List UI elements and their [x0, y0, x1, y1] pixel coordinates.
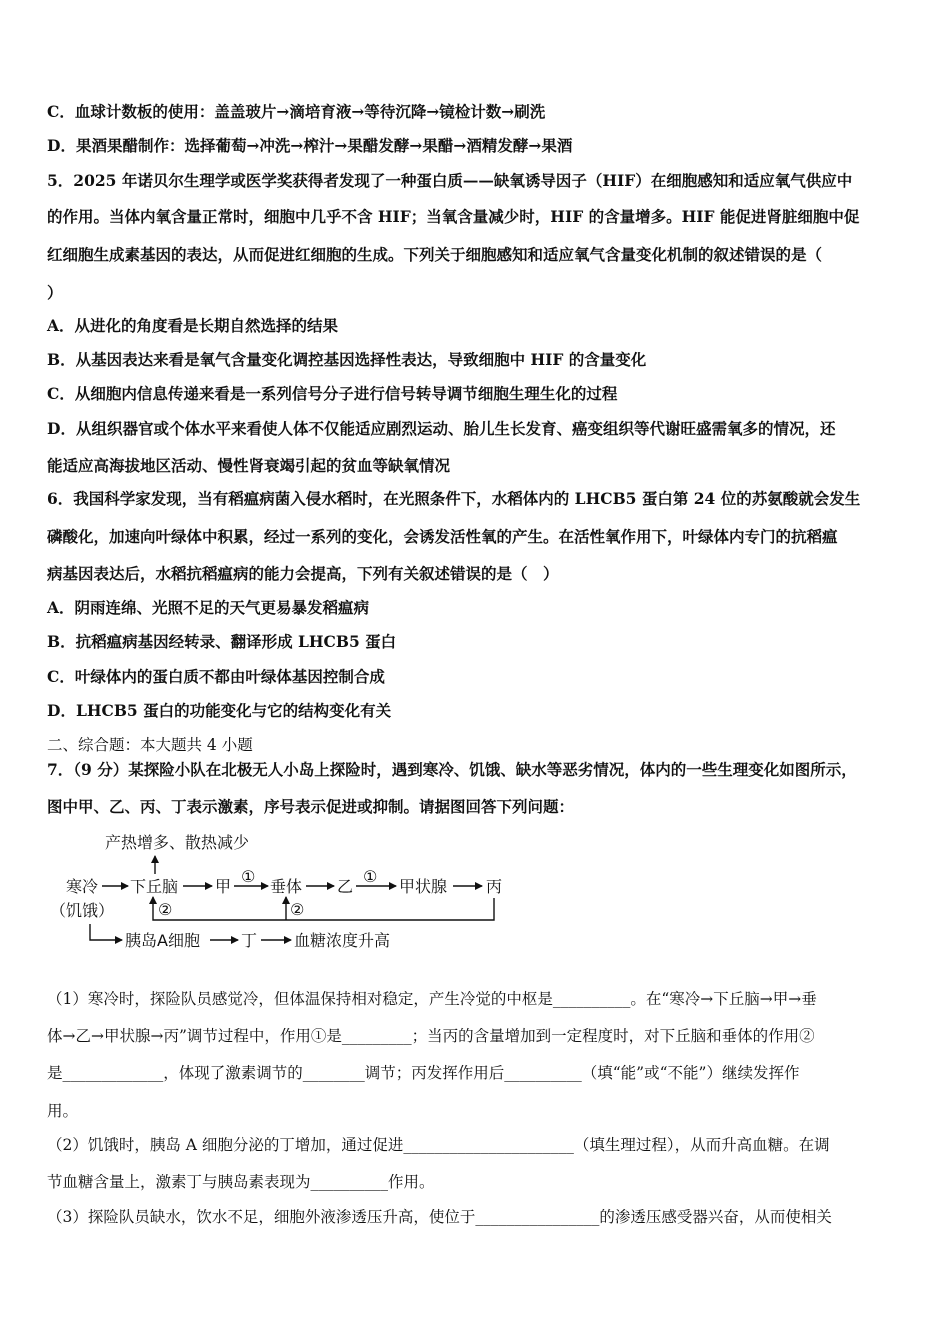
- question-7-part2-line2: 节血糖含量上，激素丁与胰岛素表现为__________作用。: [47, 1173, 435, 1191]
- question-6-stem-line2: 磷酸化，加速向叶绿体中积累，经过一系列的变化，会诱发活性氧的产生。在活性氧作用下，叶绿体内专门的抗稻瘟: [47, 527, 838, 546]
- question-6-stem-line3: 病基因表达后，水稻抗稻瘟病的能力会提高，下列有关叙述错误的是（ ）: [47, 564, 559, 583]
- diagram-pituitary: 垂体: [270, 877, 303, 896]
- option-d-q5-line1: D．从组织器官或个体水平来看使人体不仅能适应剧烈运动、胎儿生长发育、癌变组织等代谢旺盛需氧多的情况，还: [47, 419, 836, 438]
- option-a-q5: A．从进化的角度看是长期自然选择的结果: [47, 316, 339, 335]
- diagram-glucose: 血糖浓度升高: [294, 931, 391, 950]
- diagram-bing: 丙: [486, 877, 503, 896]
- arrow-hunger-islet: [90, 924, 122, 940]
- question-5-stem-line3: 红细胞生成素基因的表达，从而促进红细胞的生成。下列关于细胞感知和适应氧气含量变化机制的叙述错误的是（: [47, 245, 823, 264]
- question-7-part3-line1: （3）探险队员缺水，饮水不足，细胞外液渗透压升高，使位于________________的渗透压感受器兴奋，从而使相关: [47, 1208, 832, 1226]
- question-7-part1-line1: （1）寒冷时，探险队员感觉冷，但体温保持相对稳定，产生冷觉的中枢是__________。在“寒冷→下丘脑→甲→垂: [47, 990, 817, 1008]
- question-7-part1-line3: 是_____________，体现了激素调节的________调节；丙发挥作用后__________（填“能”或“不能”）继续发挥作: [47, 1064, 800, 1082]
- question-7-part1-line2: 体→乙→甲状腺→丙”调节过程中，作用①是_________；当丙的含量增加到一定程度时，对下丘脑和垂体的作用②: [47, 1027, 815, 1045]
- option-c-q6: C．叶绿体内的蛋白质不都由叶绿体基因控制合成: [47, 667, 385, 686]
- diagram-heat-label: 产热增多、散热减少: [105, 833, 250, 852]
- diagram-jia: 甲: [215, 877, 232, 896]
- feedback-to-hypothalamus: [153, 897, 494, 920]
- option-b-q6: B．抗稻瘟病基因经转录、翻译形成 LHCB5 蛋白: [47, 632, 397, 651]
- diagram-mark-1b: ①: [363, 867, 378, 886]
- option-d-q4: D．果酒果醋制作：选择葡萄→冲洗→榨汁→果醋发酵→果醋→酒精发酵→果酒: [47, 136, 573, 155]
- question-7-stem-line2: 图中甲、乙、丙、丁表示激素，序号表示促进或抑制。请据图回答下列问题：: [47, 797, 575, 816]
- diagram-mark-2b: ②: [290, 900, 305, 919]
- question-5-stem-line2: 的作用。当体内氧含量正常时，细胞中几乎不含 HIF；当氧含量减少时，HIF 的含量增多。HIF 能促进肾脏细胞中促: [47, 207, 860, 226]
- option-a-q6: A．阴雨连绵、光照不足的天气更易暴发稻瘟病: [47, 598, 370, 617]
- diagram-mark-2a: ②: [158, 900, 173, 919]
- question-5-stem-line1: 5．2025 年诺贝尔生理学或医学奖获得者发现了一种蛋白质——缺氧诱导因子（HIF）在细胞感知和适应氧气供应中: [47, 171, 853, 190]
- option-b-q5: B．从基因表达来看是氧气含量变化调控基因选择性表达，导致细胞中 HIF 的含量变化: [47, 350, 647, 369]
- option-c-q5: C．从细胞内信息传递来看是一系列信号分子进行信号转导调节细胞生理生化的过程: [47, 384, 618, 403]
- diagram-hypothalamus: 下丘脑: [130, 877, 179, 896]
- diagram-cold: 寒冷: [66, 877, 99, 896]
- question-7-part2-line1: （2）饥饿时，胰岛 A 细胞分泌的丁增加，通过促进______________________（填生理过程），从而升高血糖。在调: [47, 1136, 830, 1154]
- diagram-yi: 乙: [337, 877, 354, 896]
- diagram-ding: 丁: [241, 931, 258, 950]
- question-7-stem-line1: 7．（9 分）某探险小队在北极无人小岛上探险时，遇到寒冷、饥饿、缺水等恶劣情况，体内的一些生理变化如图所示，: [47, 760, 857, 779]
- option-d-q6: D．LHCB5 蛋白的功能变化与它的结构变化有关: [47, 701, 392, 720]
- question-7-part1-line4: 用。: [47, 1102, 79, 1120]
- question-5-stem-line4: ）: [47, 283, 63, 302]
- section-heading: 二、综合题：本大题共 4 小题: [47, 736, 253, 754]
- option-c-q4: C．血球计数板的使用：盖盖玻片→滴培育液→等待沉降→镜检计数→刷洗: [47, 102, 546, 121]
- diagram-thyroid: 甲状腺: [399, 877, 448, 896]
- question-6-stem-line1: 6．我国科学家发现，当有稻瘟病菌入侵水稻时，在光照条件下，水稻体内的 LHCB5 蛋白第 24 位的苏氨酸就会发生: [47, 489, 861, 508]
- regulation-diagram: [50, 826, 520, 956]
- diagram-islet: 胰岛A细胞: [125, 931, 200, 950]
- option-d-q5-line2: 能适应高海拔地区活动、慢性肾衰竭引起的贫血等缺氧情况: [47, 456, 451, 475]
- diagram-mark-1a: ①: [241, 867, 256, 886]
- diagram-hunger: （饥饿）: [50, 901, 115, 920]
